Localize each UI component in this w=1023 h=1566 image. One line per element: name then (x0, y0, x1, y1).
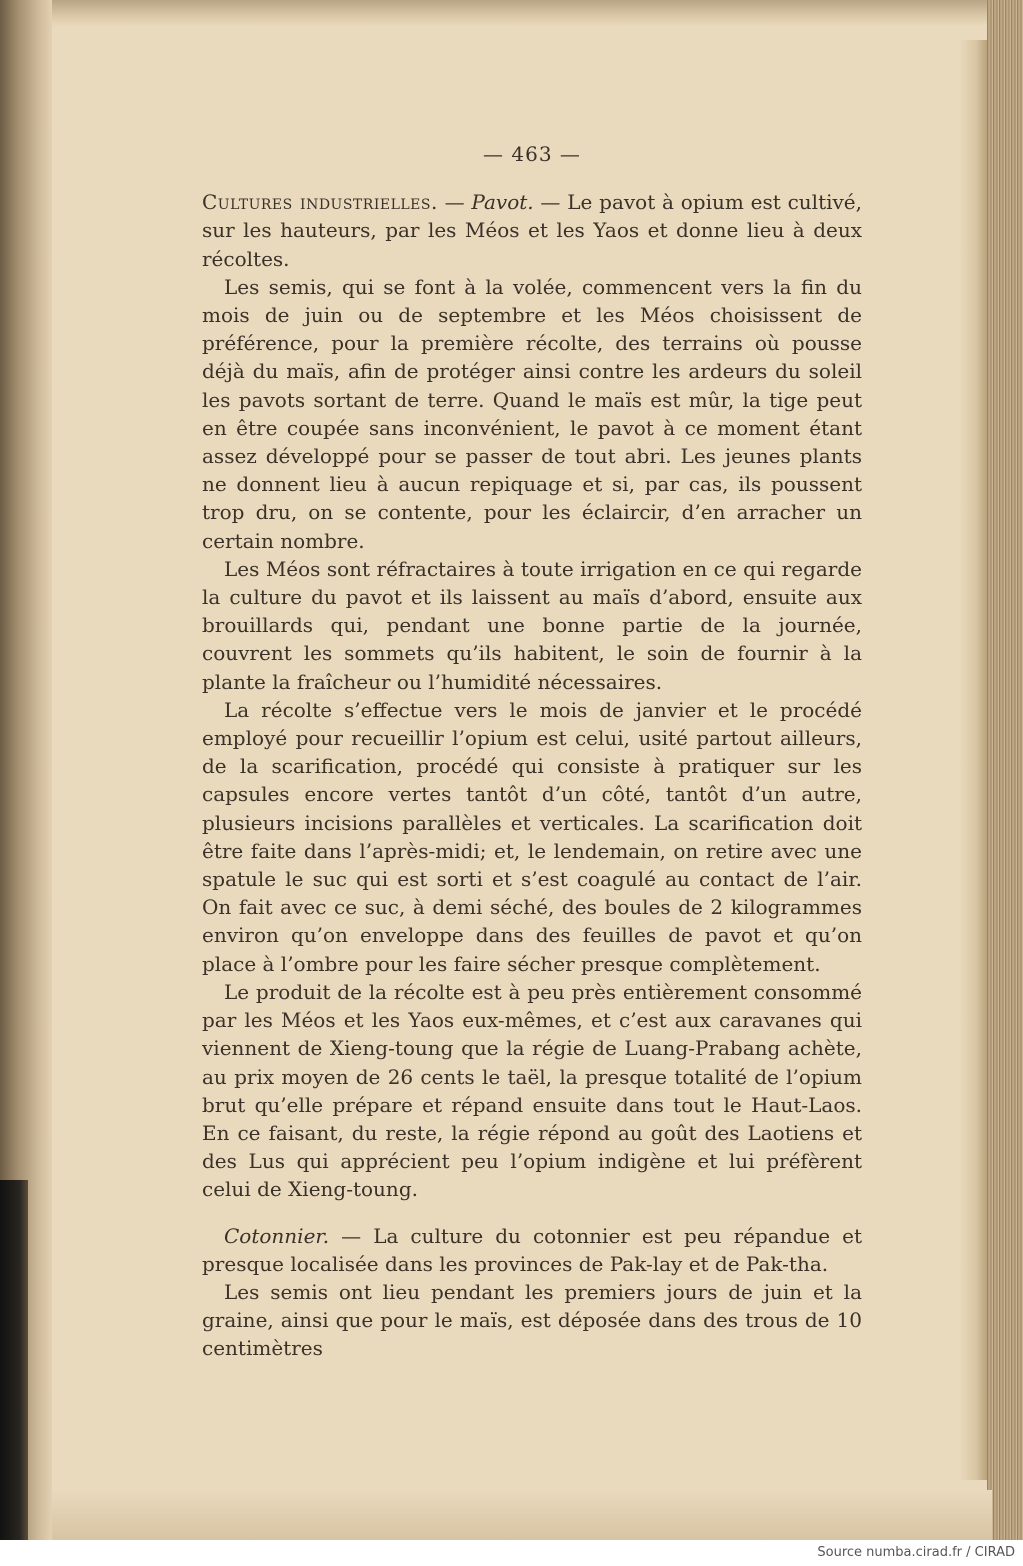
cotton-separator: — (329, 1223, 374, 1248)
page-bottom-shade (52, 1490, 992, 1540)
paragraph-semis-coton: Les semis ont lieu pendant les premiers jours de juin et la graine, ainsi que pour le maïs, est déposée dans des trous de 10 centimètres (202, 1279, 862, 1361)
heading-separator: — (437, 190, 472, 215)
paragraph-semis: Les semis, qui se font à la volée, commencent vers la fin du mois de juin ou de septembre et les Méos choisissent de préférence, pour la première récolte, des terrains où pousse déjà du maïs, afin de protéger ainsi contre les ardeurs du soleil les pavots sortant de terre. Quand le maïs est mûr, la tige peut en être coupée sans inconvénient, le pavot à ce moment étant assez développé pour se passer de tout abri. Les jeunes plants ne donnent lieu à aucun repiquage et si, par cas, ils poussent trop dru, on se contente, pour les éclaircir, d’en arracher un certain nombre. (202, 274, 862, 553)
crop-name-cotonnier: Cotonnier. (224, 1223, 330, 1248)
paragraph-cotonnier (202, 1222, 862, 1278)
paragraph-intro (202, 188, 862, 273)
page-text (202, 140, 862, 1363)
crop-name-pavot: Pavot. (471, 190, 534, 215)
gutter-dark-strip (0, 1180, 28, 1540)
page-number: — 463 — (483, 142, 581, 166)
stacked-pages-edge (987, 0, 1023, 1540)
source-credit: Source numba.cirad.fr / CIRAD (817, 1545, 1015, 1560)
paragraph-recolte: La récolte s’effectue vers le mois de janvier et le procédé employé pour recueillir l’opium est celui, usité partout ailleurs, de la scarification, procédé qui consiste à pratiquer sur les capsules encore vertes tantôt d’un côté, tantôt d’un autre, plusieurs incisions parallèles et verticales. La scarification doit être faite dans l’après-midi; et, le lendemain, on retire avec une spatule le suc qui est sorti et s’est coagulé au contact de l’air. On fait avec ce suc, à demi séché, des boules de 2 kilogrammes environ qu’on enveloppe dans des feuilles de pavot et qu’on place à l’ombre pour les faire sécher presque complètement. (202, 697, 862, 976)
paragraph-produit: Le produit de la récolte est à peu près entièrement consommé par les Méos et les Yaos eux-mêmes, et c’est aux caravanes qui viennent de Xieng-toung que la régie de Luang-Prabang achète, au prix moyen de 26 cents le taël, la presque totalité de l’opium brut qu’elle prépare et répand ensuite dans tout le Haut-Laos. En ce faisant, du reste, la régie répond au goût des Laotiens et des Lus qui apprécient peu l’opium indigène et lui préfèrent celui de Xieng-toung. (202, 979, 862, 1202)
paragraph-irrigation: Les Méos sont réfractaires à toute irrigation en ce qui regarde la culture du pavot et ils laissent au maïs d’abord, ensuite aux brouillards qui, pendant une bonne partie de la journée, couvrent les sommets qu’ils habitent, le soin de fournir à la plante la fraîcheur ou l’humidité nécessaires. (202, 556, 862, 694)
section-heading: Cultures industrielles. (202, 190, 438, 215)
page-top-shadow (52, 0, 992, 26)
page-fore-edge (960, 40, 988, 1480)
crop-separator: — (533, 190, 568, 215)
cotton-text: La culture du cotonnier est peu répandue et presque localisée dans les provinces de Pak-lay et de Pak-tha. (202, 1223, 862, 1276)
intro-text: Le pavot à opium est cultivé, sur les hauteurs, par les Méos et les Yaos et donne lieu à deux récoltes. (202, 190, 862, 271)
